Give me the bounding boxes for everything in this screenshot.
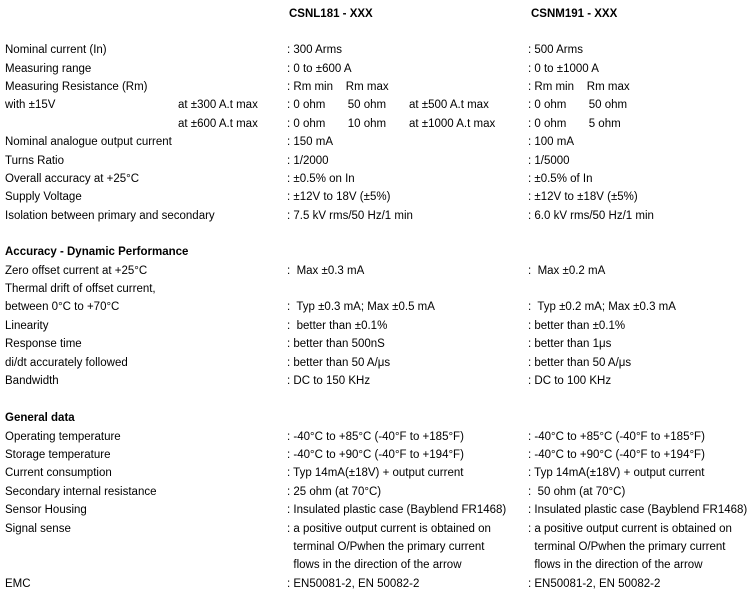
row-label: di/dt accurately followed [5,357,128,369]
row-label: Sensor Housing [5,504,87,516]
row-value-csnl: : -40°C to +90°C (-40°F to +194°F) [287,449,464,461]
row-value-csnl: : -40°C to +85°C (-40°F to +185°F) [287,431,464,443]
row-value-csnl: : better than 50 A/μs [287,357,391,369]
row-value-csnl: : 0 to ±600 A [287,63,352,75]
row-value-csnl: : better than ±0.1% [287,320,388,332]
row-value-csnl: : DC to 150 KHz [287,375,371,387]
row-value-csnm: : Typ ±0.2 mA; Max ±0.3 mA [528,301,676,313]
row-label: Thermal drift of offset current, [5,283,156,295]
row-value-csnm: : 6.0 kV rms/50 Hz/1 min [528,210,654,222]
row-value-csnl: : 7.5 kV rms/50 Hz/1 min [287,210,413,222]
row-value-csnm: : ±12V to ±18V (±5%) [528,191,638,203]
row-label: Measuring Resistance (Rm) [5,81,148,93]
row-value-csnm: : better than 1μs [528,338,612,350]
row-value-csnl-continued: flows in the direction of the arrow [287,559,462,571]
row-value-csnl: : ±0.5% on In [287,173,355,185]
row-value-csnm: : -40°C to +90°C (-40°F to +194°F) [528,449,705,461]
column-header-csnl181: CSNL181 - XXX [289,8,373,20]
row-value-csnm: : 1/5000 [528,155,570,167]
row-value-csnm: : ±0.5% of In [528,173,593,185]
row-value-csnm: : 0 ohm 5 ohm [528,118,621,130]
row-value-csnl: : 0 ohm 10 ohm [287,118,387,130]
row-label: Linearity [5,320,49,332]
row-value-csnm: : better than ±0.1% [528,320,626,332]
row-label: between 0°C to +70°C [5,301,120,313]
row-value-csnl: : Insulated plastic case (Bayblend FR1468) [287,504,507,516]
row-value-csnm: : DC to 100 KHz [528,375,612,387]
row-value-csnl: : Max ±0.3 mA [287,265,365,277]
row-label: Storage temperature [5,449,111,461]
row-value-csnl: : EN50081-2, EN 50082-2 [287,578,420,590]
row-value-csnm: : 50 ohm (at 70°C) [528,486,626,498]
row-value-csnm: : Insulated plastic case (Bayblend FR1468) [528,504,748,516]
row-value-csnm-continued: flows in the direction of the arrow [528,559,703,571]
row-label: Signal sense [5,523,71,535]
row-value-csnm: : a positive output current is obtained on [528,523,732,535]
row-value-csnl: : 1/2000 [287,155,329,167]
row-label: Measuring range [5,63,92,75]
row-value-csnm: : Max ±0.2 mA [528,265,606,277]
row-label: Overall accuracy at +25°C [5,173,140,185]
row-value-csnm-continued: terminal O/Pwhen the primary current [528,541,726,553]
row-label: with ±15V [5,99,56,111]
row-value-csnm: : 0 ohm 50 ohm [528,99,628,111]
row-condition-csnm: at ±1000 A.t max [409,118,496,130]
row-value-csnl: : 300 Arms [287,44,342,56]
section-heading-general: General data [5,412,75,424]
row-value-csnl: : Typ 14mA(±18V) + output current [287,467,464,479]
row-condition-csnm: at ±500 A.t max [409,99,489,111]
row-label: Bandwidth [5,375,59,387]
column-header-csnm191: CSNM191 - XXX [531,8,618,20]
row-label: Current consumption [5,467,112,479]
row-condition-csnl: at ±600 A.t max [178,118,258,130]
row-value-csnm: : -40°C to +85°C (-40°F to +185°F) [528,431,705,443]
row-value-csnm: : EN50081-2, EN 50082-2 [528,578,661,590]
row-value-csnm: : 500 Arms [528,44,583,56]
row-label: Isolation between primary and secondary [5,210,215,222]
row-value-csnm: : 0 to ±1000 A [528,63,599,75]
row-value-csnm: : Typ 14mA(±18V) + output current [528,467,705,479]
row-value-csnl: : Rm min Rm max [287,81,389,93]
row-label: Zero offset current at +25°C [5,265,148,277]
row-condition-csnl: at ±300 A.t max [178,99,258,111]
row-label: Supply Voltage [5,191,82,203]
row-value-csnl: : 0 ohm 50 ohm [287,99,387,111]
row-value-csnl: : 150 mA [287,136,334,148]
row-value-csnl: : Typ ±0.3 mA; Max ±0.5 mA [287,301,435,313]
row-label: Nominal current (In) [5,44,107,56]
row-label: Operating temperature [5,431,121,443]
row-label: Response time [5,338,82,350]
row-value-csnm: : 100 mA [528,136,575,148]
row-label: Nominal analogue output current [5,136,172,148]
row-value-csnl: : ±12V to 18V (±5%) [287,191,391,203]
row-label: EMC [5,578,31,590]
row-value-csnl: : 25 ohm (at 70°C) [287,486,382,498]
row-label: Turns Ratio [5,155,65,167]
row-value-csnm: : Rm min Rm max [528,81,630,93]
row-value-csnl: : a positive output current is obtained on [287,523,491,535]
row-value-csnl: : better than 500nS [287,338,385,350]
row-label: Secondary internal resistance [5,486,157,498]
row-value-csnm: : better than 50 A/μs [528,357,632,369]
row-value-csnl-continued: terminal O/Pwhen the primary current [287,541,485,553]
section-heading-dynamic: Accuracy - Dynamic Performance [5,246,189,258]
